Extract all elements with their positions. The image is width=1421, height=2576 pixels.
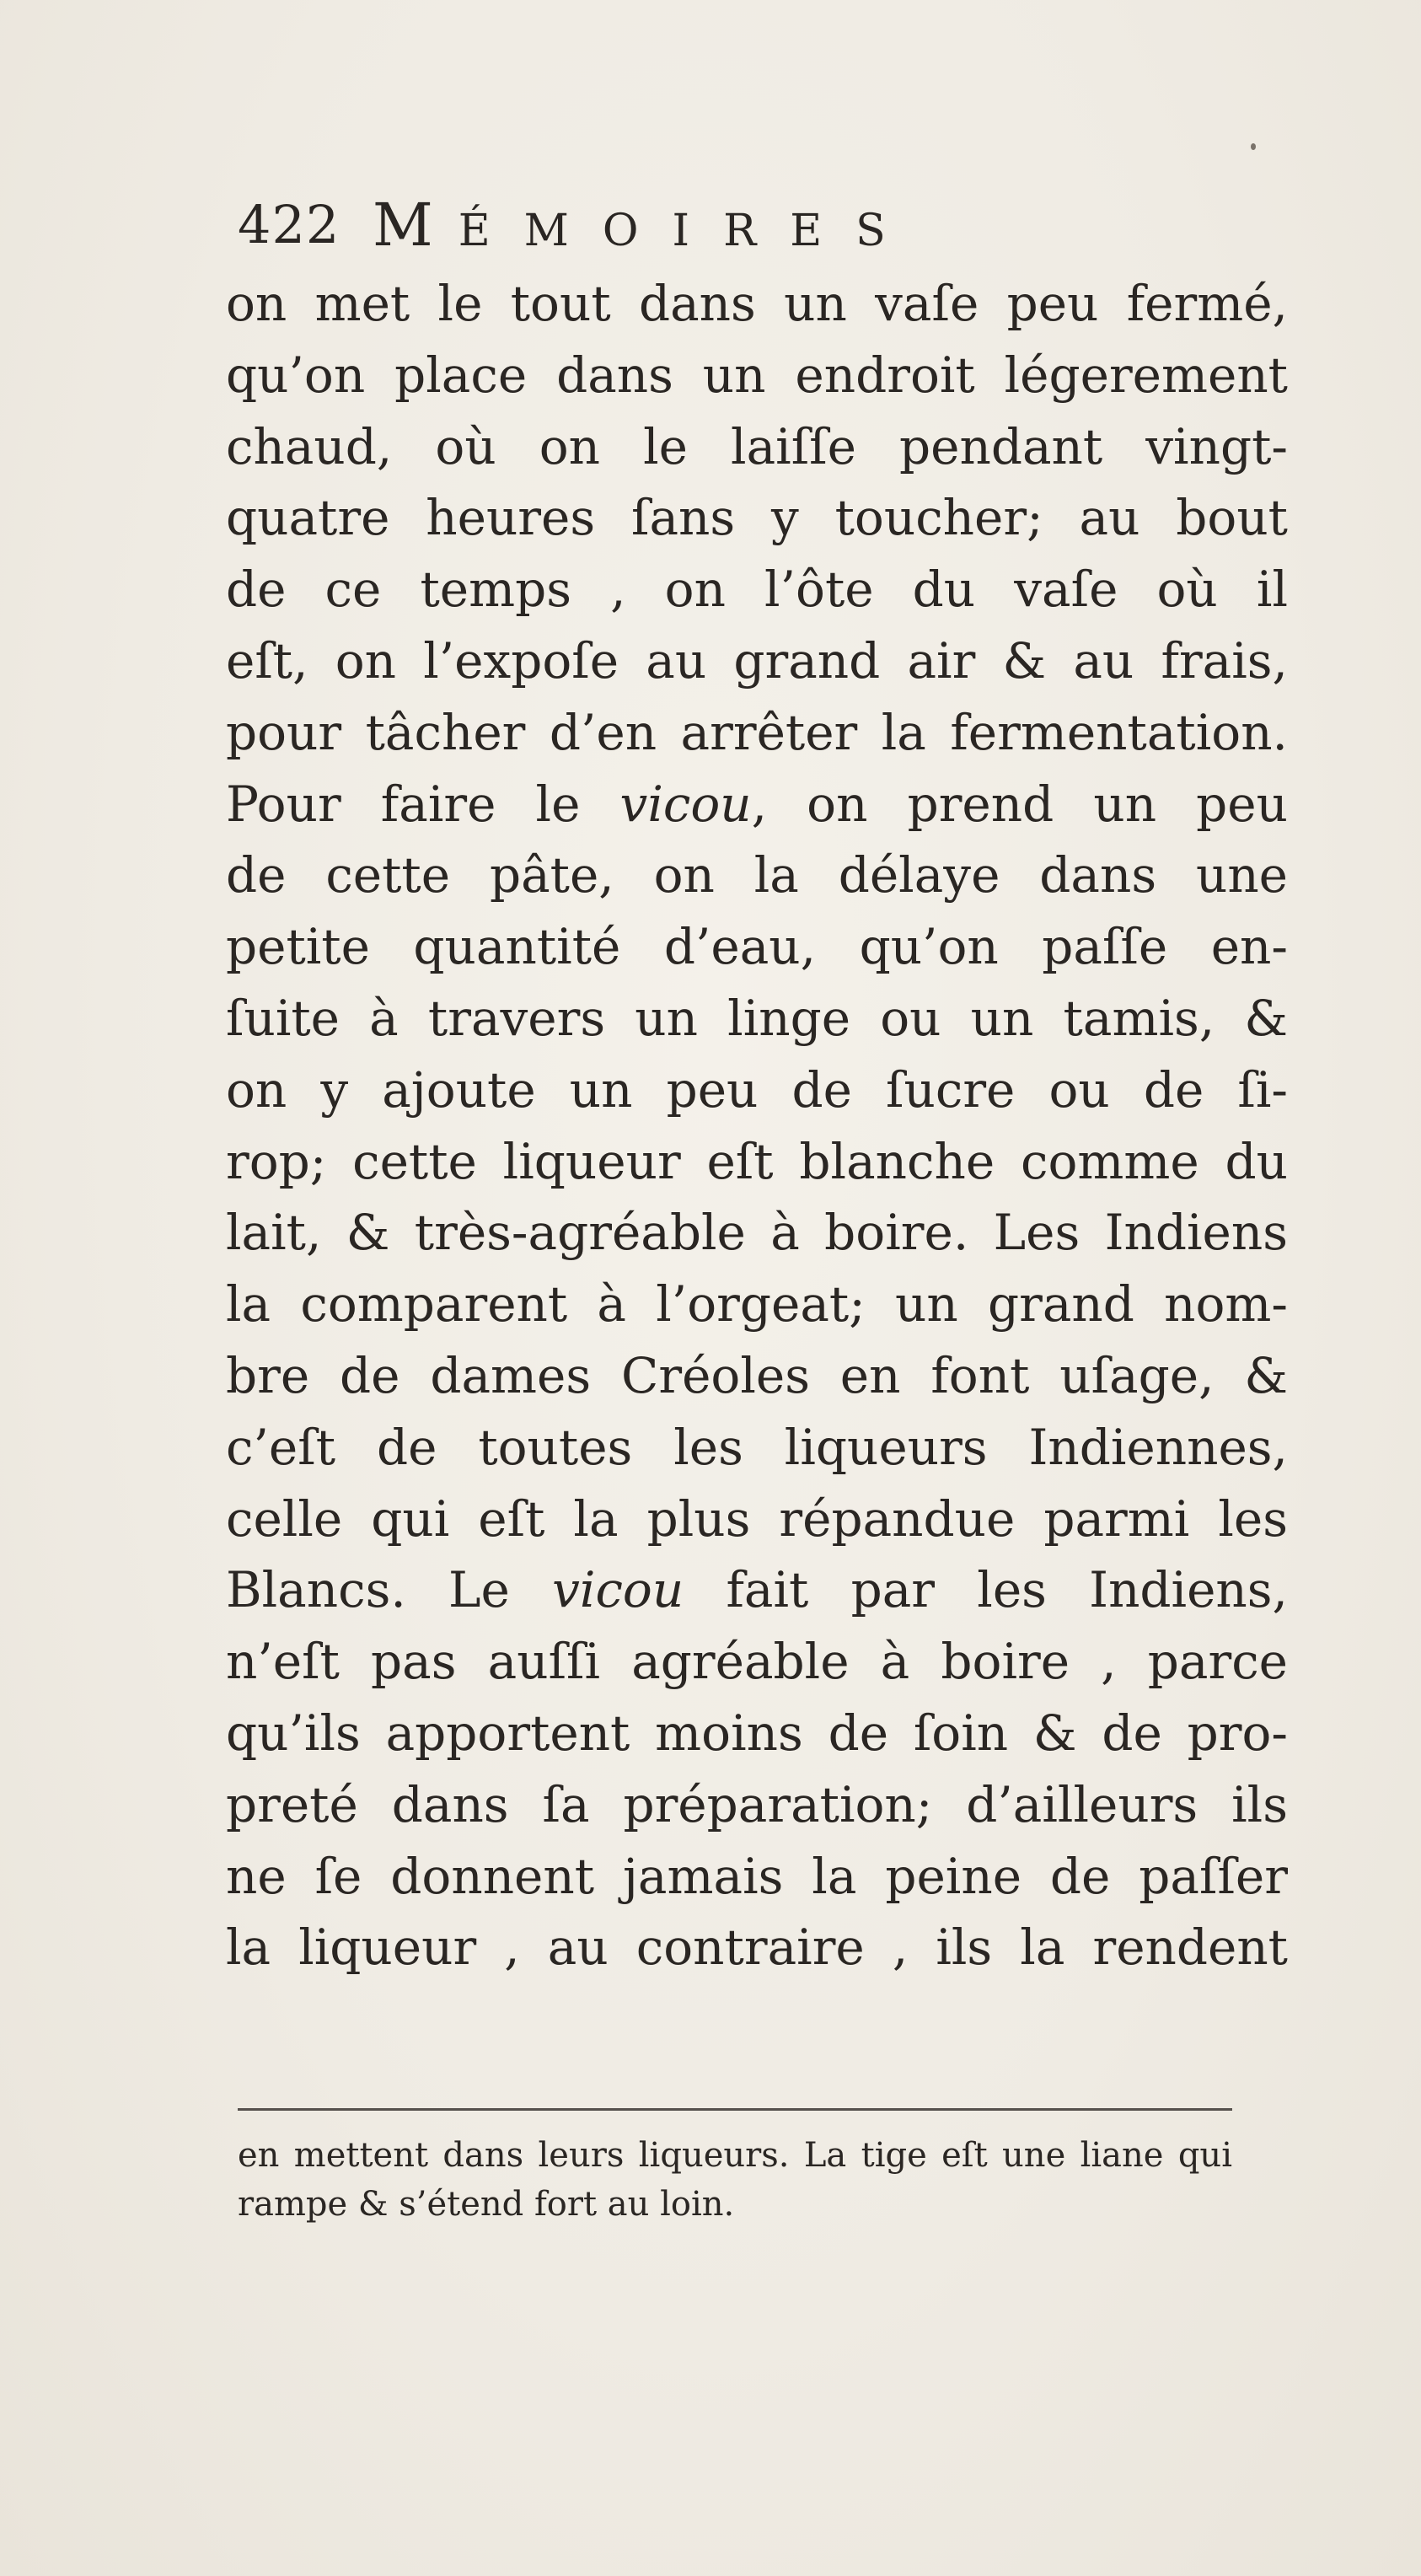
text-line: de cette pâte, on la délaye dans une [226, 846, 1288, 904]
running-head-initial: M [373, 191, 458, 260]
text-line: eſt, on l’expoſe au grand air & au frais, [226, 631, 1288, 690]
text-line: preté dans ſa préparation; d’ailleurs ils [226, 1775, 1288, 1833]
body-text [226, 268, 1288, 1983]
italic-term: vicou [619, 775, 752, 833]
text-line: on y ajoute un peu de ſucre ou de ſi- [226, 1060, 1288, 1119]
text-line: bre de dames Créoles en font uſage, & [226, 1346, 1288, 1404]
text-line: pour tâcher d’en arrêter la fermentation. [226, 703, 1288, 761]
text-line: c’eſt de toutes les liqueurs Indiennes, [226, 1418, 1288, 1476]
text-line: rop; cette liqueur eſt blanche comme du [226, 1132, 1288, 1190]
text-line: on met le tout dans un vaſe peu fermé, [226, 275, 1288, 332]
text-line: n’eſt pas auſſi agréable à boire , parce [226, 1633, 1288, 1691]
text-line: celle qui eſt la plus répandue parmi les [226, 1489, 1288, 1548]
page-number: 422 [238, 194, 341, 255]
running-head [373, 187, 920, 269]
text-line [226, 769, 1288, 840]
text-line: ne ſe donnent jamais la peine de paſſer [226, 1847, 1288, 1905]
page-header [238, 187, 1182, 263]
text-segment: , on prend un peu [751, 775, 1288, 833]
running-head-rest: ÉMOIRES [458, 206, 920, 256]
footnote-line: en mettent dans leurs liqueurs. La tige eſt une liane qui [238, 2136, 1232, 2175]
text-line: la liqueur , au contraire , ils la rendent [226, 1919, 1288, 1977]
text-segment: fait par les Indiens, [684, 1561, 1288, 1619]
text-line [226, 1554, 1288, 1626]
text-segment: Pour faire le [226, 775, 620, 833]
text-line: la comparent à l’orgeat; un grand nom- [226, 1275, 1288, 1334]
paper-speck [1251, 143, 1256, 150]
italic-term: vicou [552, 1561, 684, 1619]
text-line: qu’on place dans un endroit légerement [226, 346, 1288, 404]
text-segment: Blancs. Le [226, 1561, 553, 1619]
text-line: qu’ils apportent moins de ſoin & de pro- [226, 1704, 1288, 1762]
text-line: quatre heures ſans y toucher; au bout [226, 489, 1288, 547]
text-line: chaud, où on le laiſſe pendant vingt- [226, 417, 1288, 475]
footnote [238, 2131, 1232, 2229]
text-line: lait, & très-agréable à boire. Les Indiens [226, 1204, 1288, 1262]
text-line: de ce temps , on l’ôte du vaſe où il [226, 561, 1288, 619]
text-line: petite quantité d’eau, qu’on paſſe en- [226, 918, 1288, 976]
footnote-line: rampe & s’étend fort au loin. [238, 2185, 735, 2224]
footnote-rule [238, 2108, 1232, 2111]
text-line: ſuite à travers un linge ou un tamis, & [226, 989, 1288, 1047]
